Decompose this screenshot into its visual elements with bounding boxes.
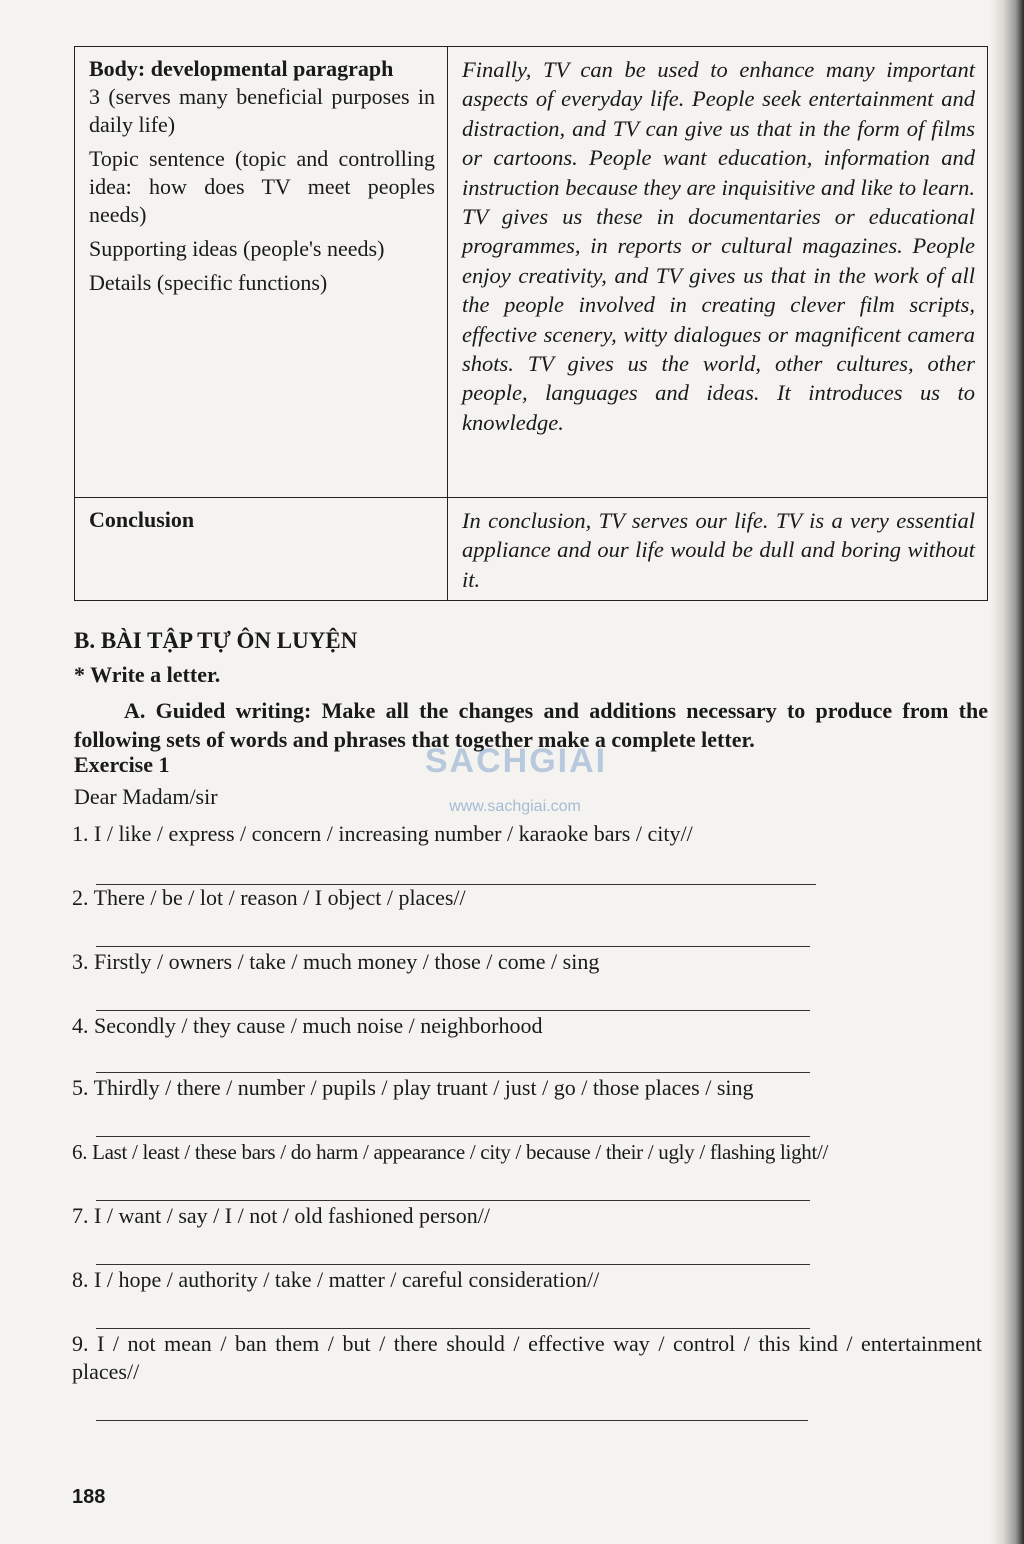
exercise-item: 7. I / want / say / I / not / old fashioned person// [72, 1203, 490, 1228]
body-title: Body: developmental paragraph [89, 56, 394, 81]
guided-instruction: A. Guided writing: Make all the changes and additions necessary to produce from the following sets of words and phrases that together make a complete letter. [74, 698, 988, 752]
answer-line[interactable] [96, 1010, 810, 1011]
letter-salutation: Dear Madam/sir [74, 784, 218, 809]
essay-outline-table [74, 46, 988, 601]
body-row [75, 47, 988, 498]
exercise-item: 5. Thirdly / there / number / pupils / play truant / just / go / those places / sing [72, 1075, 754, 1100]
answer-line[interactable] [96, 1328, 810, 1329]
watermark-logo: SACHGIAI [424, 742, 608, 780]
watermark-url: www.sachgiai.com [449, 798, 581, 815]
section-subheading: * Write a letter. [74, 662, 221, 687]
exercise-item: 2. There / be / lot / reason / I object / places// [72, 885, 466, 910]
exercise-item: 9. I / not mean / ban them / but / there should / effective way / control / this kind / entertainment places// [72, 1331, 982, 1384]
answer-line[interactable] [96, 1072, 810, 1073]
conclusion-label: Conclusion [89, 507, 195, 532]
section-heading: B. BÀI TẬP TỰ ÔN LUYỆN [74, 628, 358, 653]
answer-line[interactable] [96, 1420, 808, 1421]
exercise-item: 6. Last / least / these bars / do harm / appearance / city / because / their / ugly / flashing light// [72, 1140, 829, 1164]
topic-sentence-label: Topic sentence (topic and controlling idea: how does TV meet peoples needs) [89, 146, 435, 227]
answer-line[interactable] [96, 946, 810, 947]
body-subtitle: 3 (serves many beneficial purposes in daily life) [89, 84, 435, 137]
answer-line[interactable] [96, 1200, 810, 1201]
exercise-item: 1. I / like / express / concern / increasing number / karaoke bars / city// [72, 821, 693, 846]
exercise-item: 3. Firstly / owners / take / much money / those / come / sing [72, 949, 600, 974]
conclusion-text-cell: In conclusion, TV serves our life. TV is a very essential appliance and our life would be dull and boring without it. [448, 498, 988, 601]
exercise-item: 4. Secondly / they cause / much noise / neighborhood [72, 1013, 543, 1038]
page-number: 188 [72, 1486, 106, 1508]
body-structure-cell [75, 47, 448, 498]
details-label: Details (specific functions) [89, 270, 328, 295]
answer-line[interactable] [96, 1264, 810, 1265]
conclusion-row [75, 498, 988, 601]
exercise-item: 8. I / hope / authority / take / matter / careful consideration// [72, 1267, 600, 1292]
body-text-cell: Finally, TV can be used to enhance many important aspects of everyday life. People seek entertainment and distraction, and TV can give us that in the form of films or cartoons. People want education, information and instruction because they are inquisitive and like to learn. TV gives us these in documentaries or educational programmes, in reports or cultural magazines. People enjoy creativity, and TV gives us that in the work of all the people involved in creating clever film scripts, effective scenery, witty dialogues or magnificent camera shots. TV gives us the world, other cultures, other people, languages and ideas. It introduces us to knowledge. [448, 47, 988, 498]
page-binding-edge [990, 0, 1024, 1544]
answer-line[interactable] [96, 1136, 810, 1137]
exercise-label: Exercise 1 [74, 752, 170, 777]
supporting-ideas-label: Supporting ideas (people's needs) [89, 236, 385, 261]
